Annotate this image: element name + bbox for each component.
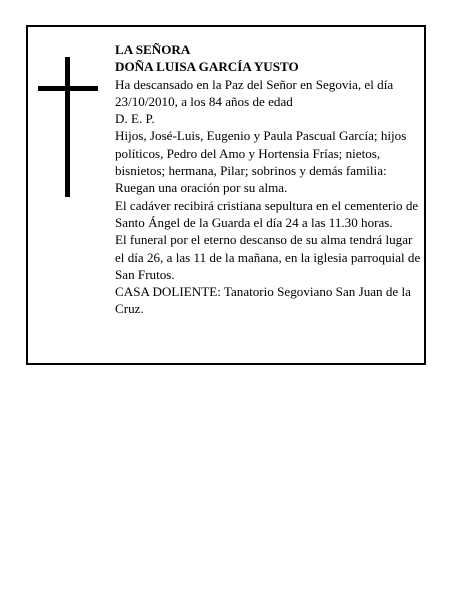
mourning-house: CASA DOLIENTE: Tanatorio Segoviano San Juan de la Cruz. (115, 284, 411, 317)
cross-vertical-bar (65, 57, 70, 197)
notice-text (115, 41, 425, 318)
burial-details: El cadáver recibirá cristiana sepultura en el cementerio de Santo Ángel de la Guarda el día 24 a las 11.30 horas. (115, 197, 419, 230)
notice-title: LA SEÑORA (115, 42, 191, 57)
rest-in-peace: D. E. P. (115, 111, 155, 127)
prayer-request: Ruegan una oración por su alma. (115, 180, 288, 196)
obituary-notice (26, 25, 426, 365)
cross-horizontal-bar (38, 86, 98, 91)
family-list: Hijos, José-Luis, Eugenio y Paula Pascual García; hijos políticos, Pedro del Amo y Hortensia Frías; nietos, bisnietos; hermana, Pilar; sobrinos y demás familia: (115, 128, 407, 179)
deceased-name: DOÑA LUISA GARCÍA YUSTO (115, 59, 299, 75)
cross-icon (38, 57, 98, 197)
death-announcement: Ha descansado en la Paz del Señor en Segovia, el día 23/10/2010, a los 84 años de edad (115, 76, 394, 109)
funeral-details: El funeral por el eterno descanso de su alma tendrá lugar el día 26, a las 11 de la mañana, en la iglesia parroquial de San Frutos. (115, 232, 421, 282)
